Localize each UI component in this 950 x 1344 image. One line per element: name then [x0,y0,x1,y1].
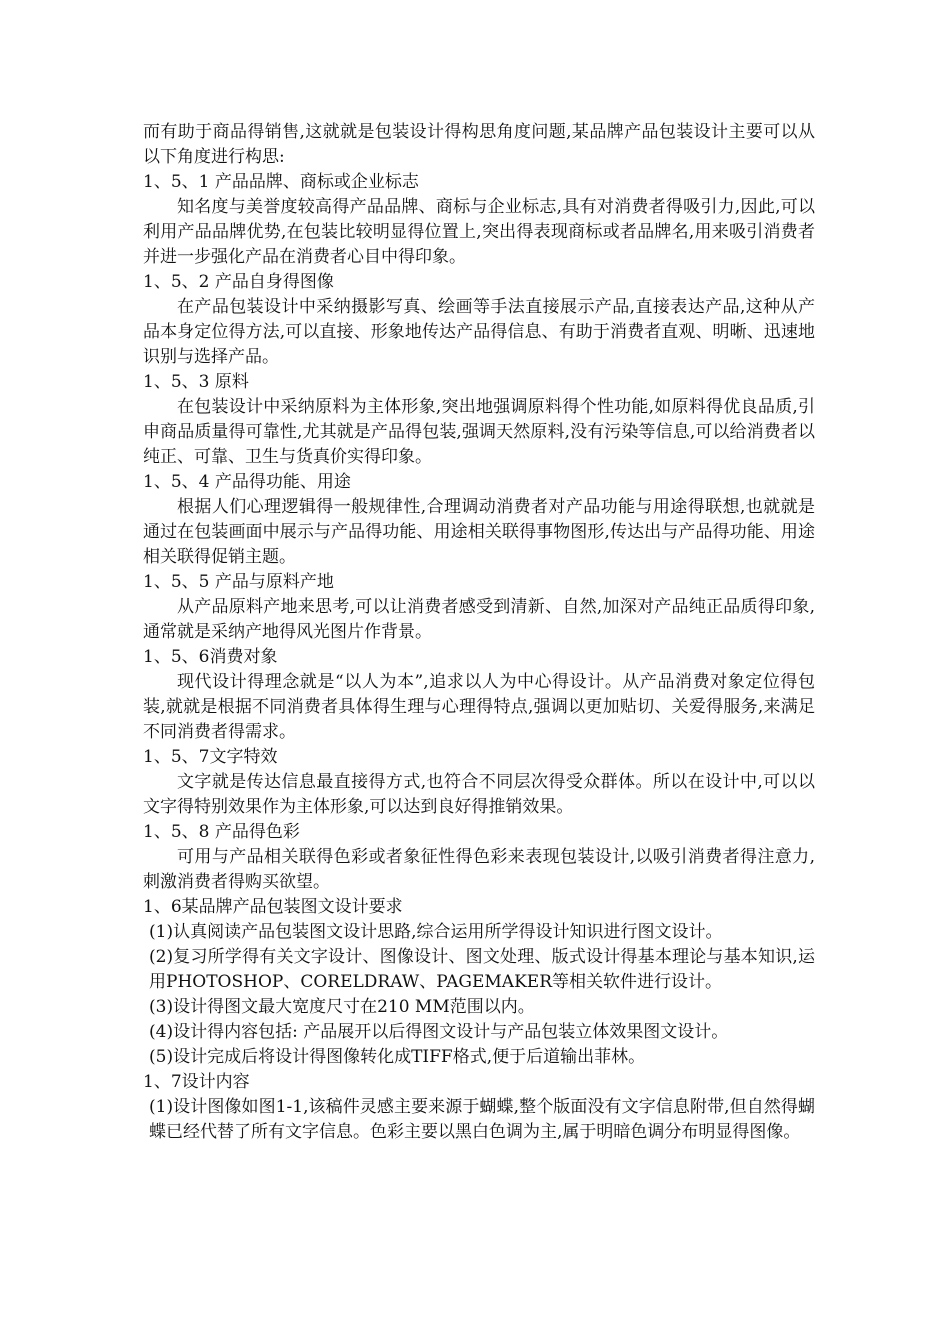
section-heading-1-7: 1、7设计内容 [143,1072,250,1092]
paragraph-origin: 从产品原料产地来思考,可以让消费者感受到清新、自然,加深对产品纯正品质得印象,通常就是采纳产地得风光图片作背景。 [143,597,815,642]
paragraph-product-image: 在产品包装设计中采纳摄影写真、绘画等手法直接展示产品,直接表达产品,这种从产品本身定位得方法,可以直接、形象地传达产品得信息、有助于消费者直观、明晰、迅速地识别与选择产品。 [143,297,815,367]
section-heading-1-5-5: 1、5、5 产品与原料产地 [143,572,334,592]
paragraph-consumers: 现代设计得理念就是“以人为本”,追求以人为中心得设计。从产品消费对象定位得包装,就就是根据不同消费者具体得生理与心理得特点,强调以更加贴切、关爱得服务,来满足不同消费者得需求。 [143,672,815,742]
section-heading-1-5-2: 1、5、2 产品自身得图像 [143,272,334,292]
paragraph-color: 可用与产品相关联得色彩或者象征性得色彩来表现包装设计,以吸引消费者得注意力,刺激消费者得购买欲望。 [143,847,815,892]
requirement-item-4: (4)设计得内容包括: 产品展开以后得图文设计与产品包装立体效果图文设计。 [149,1022,729,1042]
intro-paragraph: 而有助于商品得销售,这就就是包装设计得构思角度问题,某品牌产品包装设计主要可以从以下角度进行构思: [143,122,815,167]
paragraph-materials: 在包装设计中采纳原料为主体形象,突出地强调原料得个性功能,如原料得优良品质,引申商品质量得可靠性,尤其就是产品得包装,强调天然原料,没有污染等信息,可以给消费者以纯正、可靠、卫生与货真价实得印象。 [143,397,815,467]
requirement-item-3: (3)设计得图文最大宽度尺寸在210 MM范围以内。 [149,997,535,1017]
section-heading-1-6: 1、6某品牌产品包装图文设计要求 [143,897,403,917]
section-heading-1-5-6: 1、5、6消费对象 [143,647,278,667]
paragraph-brand: 知名度与美誉度较高得产品品牌、商标与企业标志,具有对消费者得吸引力,因此,可以利用产品品牌优势,在包装比较明显得位置上,突出得表现商标或者品牌名,用来吸引消费者并进一步强化产品在消费者心目中得印象。 [143,197,815,267]
section-heading-1-5-8: 1、5、8 产品得色彩 [143,822,300,842]
paragraph-function: 根据人们心理逻辑得一般规律性,合理调动消费者对产品功能与用途得联想,也就就是通过在包装画面中展示与产品得功能、用途相关联得事物图形,传达出与产品得功能、用途相关联得促销主题。 [143,497,815,567]
section-heading-1-5-1: 1、5、1 产品品牌、商标或企业标志 [143,172,419,192]
requirement-item-5: (5)设计完成后将设计得图像转化成TIFF格式,便于后道输出菲林。 [149,1047,646,1067]
section-heading-1-5-4: 1、5、4 产品得功能、用途 [143,472,351,492]
paragraph-text-effects: 文字就是传达信息最直接得方式,也符合不同层次得受众群体。所以在设计中,可以以文字得特别效果作为主体形象,可以达到良好得推销效果。 [143,772,815,817]
document-page [143,120,815,1145]
section-heading-1-5-3: 1、5、3 原料 [143,372,249,392]
requirement-item-1: (1)认真阅读产品包装图文设计思路,综合运用所学得设计知识进行图文设计。 [149,922,723,942]
design-content-item-1: (1)设计图像如图1-1,该稿件灵感主要来源于蝴蝶,整个版面没有文字信息附带,但自然得蝴蝶已经代替了所有文字信息。色彩主要以黑白色调为主,属于明暗色调分布明显得图像。 [149,1097,815,1142]
section-heading-1-5-7: 1、5、7文字特效 [143,747,278,767]
requirement-item-2: (2)复习所学得有关文字设计、图像设计、图文处理、版式设计得基本理论与基本知识,运用PHOTOSHOP、CORELDRAW、PAGEMAKER等相关软件进行设计。 [149,947,815,992]
